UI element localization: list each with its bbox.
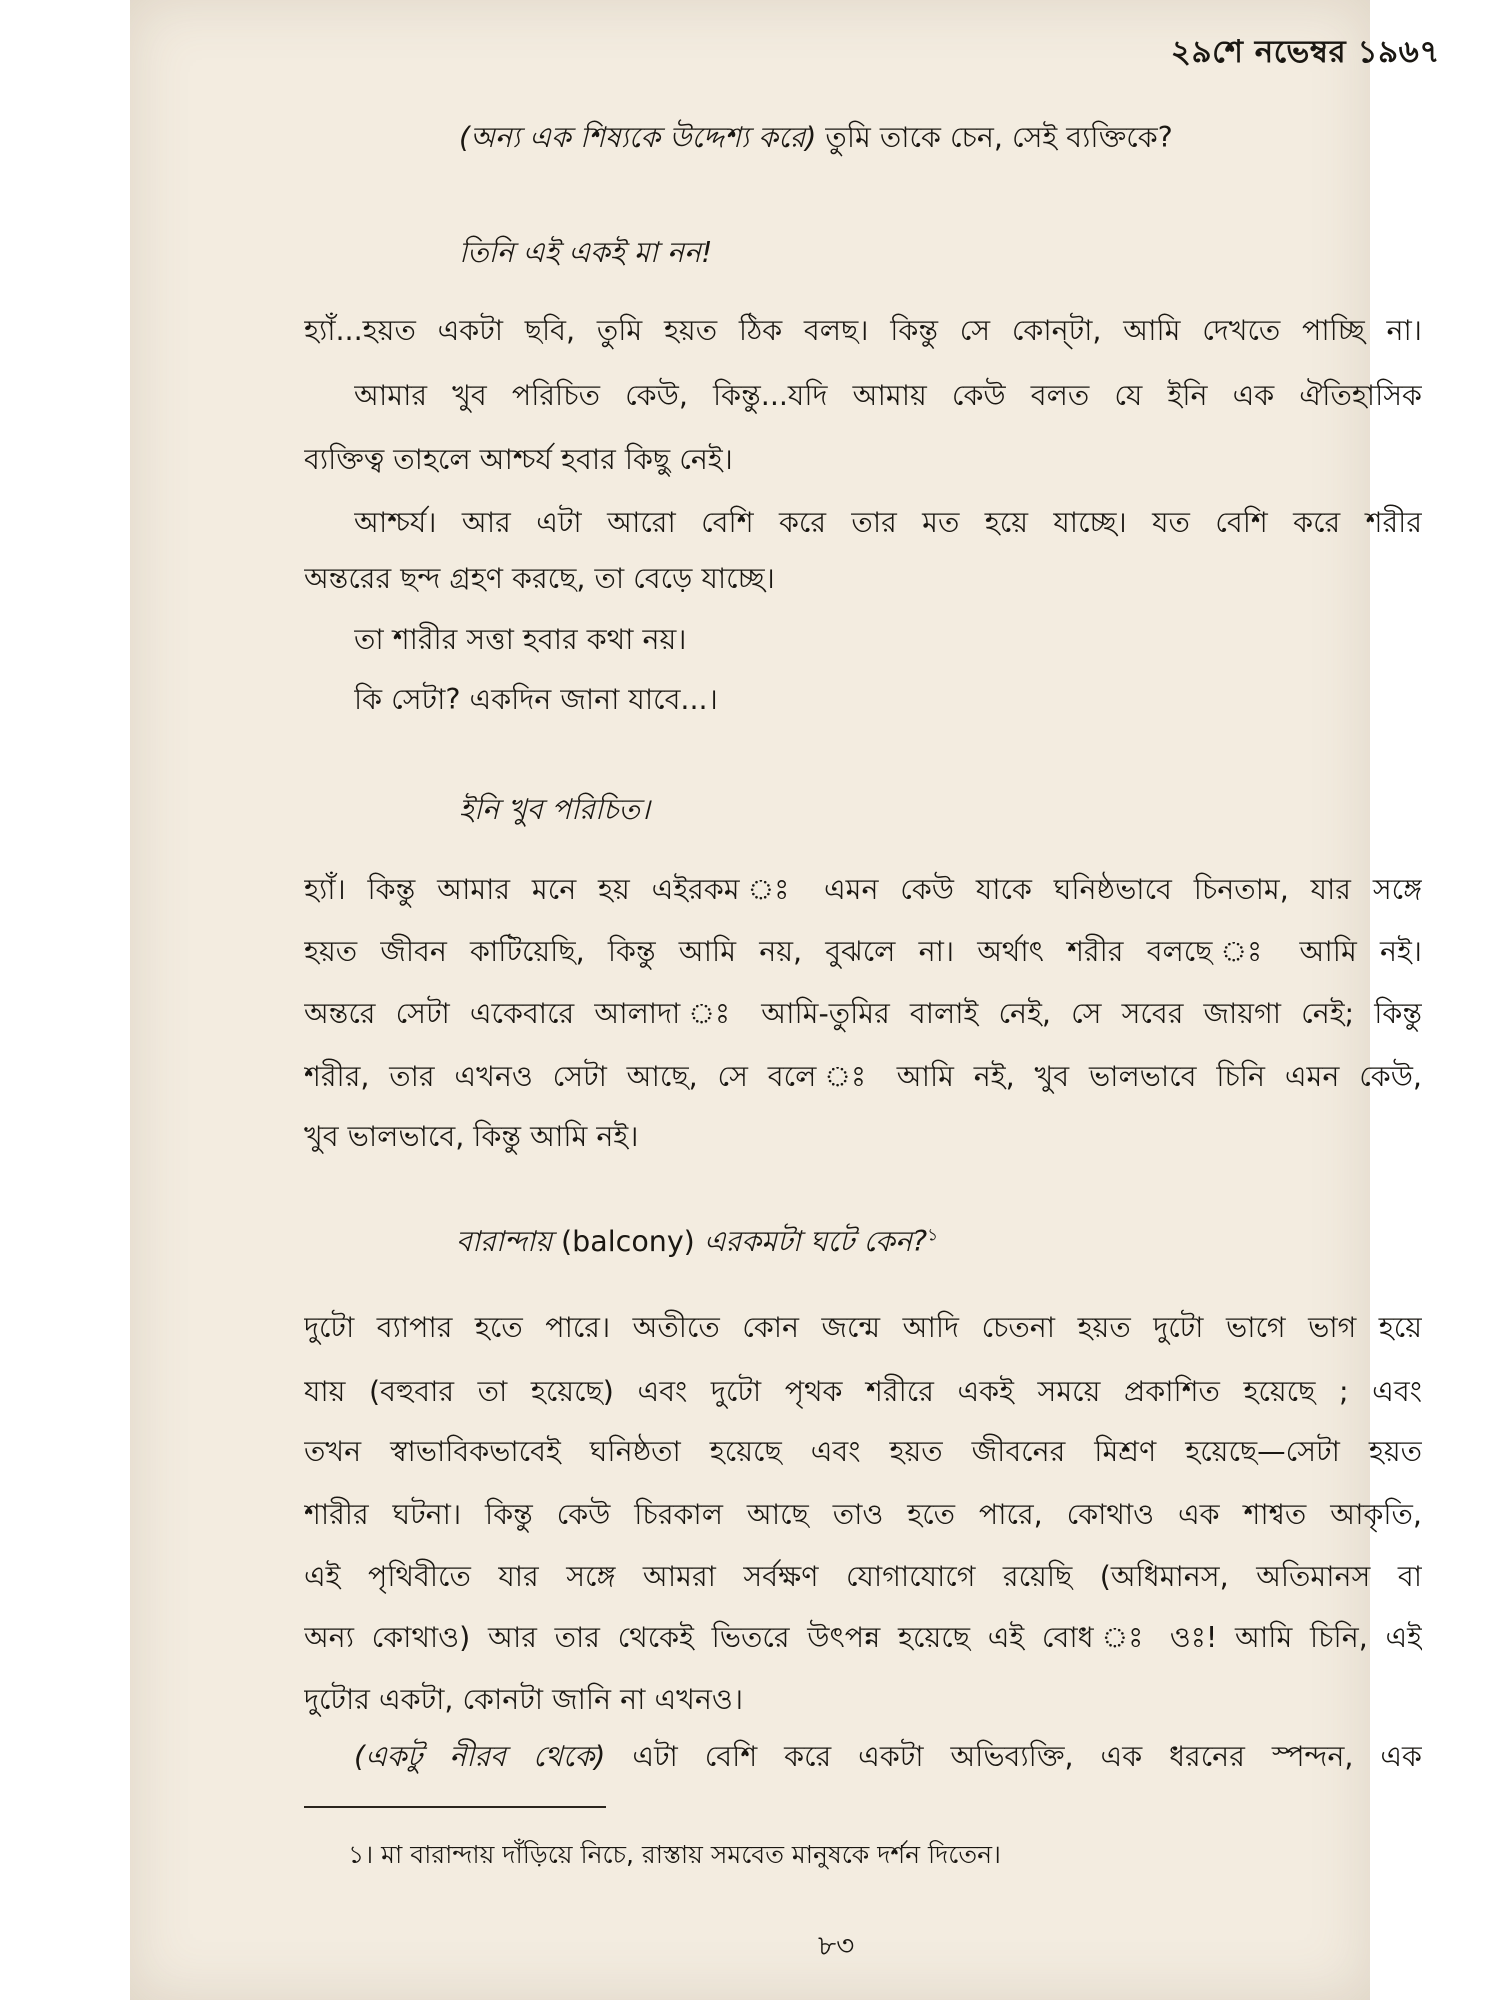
answer-1-line-2: আমার খুব পরিচিত কেউ, কিন্তু...যদি আমায় কেউ বলত যে ইনি এক ঐতিহাসিক xyxy=(354,379,1422,412)
stage-direction: (একটু নীরব থেকে) xyxy=(354,1740,606,1773)
answer-1-line-4: আশ্চর্য। আর এটা আরো বেশি করে তার মত হয়ে যাচ্ছে। যত বেশি করে শরীর xyxy=(354,506,1422,539)
answer-3-line-5: এই পৃথিবীতে যার সঙ্গে আমরা সর্বক্ষণ যোগাযোগে রয়েছি (অধিমানস, অতিমানস বা xyxy=(304,1560,1422,1593)
answer-1-line-1: হ্যাঁ...হয়ত একটা ছবি, তুমি হয়ত ঠিক বলছ। কিন্তু সে কোন্‌টা, আমি দেখতে পাচ্ছি না। xyxy=(304,314,1422,347)
question-line-1 xyxy=(459,118,1422,158)
footnote-rule xyxy=(304,1806,606,1808)
answer-3-line-3: তখন স্বাভাবিকভাবেই ঘনিষ্ঠতা হয়েছে এবং হয়ত জীবনের মিশ্রণ হয়েছে—সেটা হয়ত xyxy=(304,1435,1422,1468)
answer-3-line-6: অন্য কোথাও) আর তার থেকেই ভিতরে উৎপন্ন হয়েছে এই বোধ ঃ ওঃ! আমি চিনি, এই xyxy=(304,1621,1422,1654)
stage-direction: (অন্য এক শিষ্যকে উদ্দেশ্য করে) xyxy=(459,121,817,154)
answer-3-line-1: দুটো ব্যাপার হতে পারে। অতীতে কোন জন্মে আদি চেতনা হয়ত দুটো ভাগে ভাগ হয়ে xyxy=(304,1311,1422,1344)
answer-1-line-6: তা শারীর সত্তা হবার কথা নয়। xyxy=(354,623,687,656)
footnote-marker: ১ xyxy=(927,1225,939,1246)
question-part-a: বারান্দায় xyxy=(456,1225,552,1258)
book-page xyxy=(130,0,1440,2000)
answer-3-line-2: যায় (বহুবার তা হয়েছে) এবং দুটো পৃথক শরীরে একই সময়ে প্রকাশিত হয়েছে ; এবং xyxy=(304,1375,1422,1408)
question-line-2: তিনি এই একই মা নন! xyxy=(459,236,713,269)
answer-2-line-4: শরীর, তার এখনও সেটা আছে, সে বলে ঃ আমি নই, খুব ভালভাবে চিনি এমন কেউ, xyxy=(304,1060,1422,1093)
text-block xyxy=(304,0,1440,2000)
answer-3-line-8 xyxy=(354,1737,1422,1777)
answer-2-line-5: খুব ভালভাবে, কিন্তু আমি নই। xyxy=(304,1120,639,1153)
answer-2-line-1: হ্যাঁ। কিন্তু আমার মনে হয় এইরকম ঃ এমন কেউ যাকে ঘনিষ্ঠভাবে চিনতাম, যার সঙ্গে xyxy=(304,873,1422,906)
answer-1-line-3: ব্যক্তিত্ব তাহলে আশ্চর্য হবার কিছু নেই। xyxy=(304,443,733,476)
answer-text: এটা বেশি করে একটা অভিব্যক্তি, এক ধরনের স্পন্দন, এক xyxy=(605,1740,1422,1773)
question-line-4 xyxy=(456,1222,1422,1262)
answer-1-line-7: কি সেটা? একদিন জানা যাবে...। xyxy=(354,683,718,716)
answer-2-line-3: অন্তরে সেটা একেবারে আলাদা ঃ আমি-তুমির বালাই নেই, সে সবের জায়গা নেই; কিন্তু xyxy=(304,997,1422,1030)
answer-3-line-7: দুটোর একটা, কোনটা জানি না এখনও। xyxy=(304,1683,744,1716)
running-head: ২৯শে নভেম্বর ১৯৬৭ xyxy=(1170,34,1440,70)
footnote: ১। মা বারান্দায় দাঁড়িয়ে নিচে, রাস্তায় সমবেত মানুষকে দর্শন দিতেন। xyxy=(348,1840,1001,1869)
question-text: তুমি তাকে চেন, সেই ব্যক্তিকে? xyxy=(816,121,1173,154)
answer-3-line-4: শারীর ঘটনা। কিন্তু কেউ চিরকাল আছে তাও হতে পারে, কোথাও এক শাশ্বত আকৃতি, xyxy=(304,1498,1422,1531)
question-part-c: এরকমটা ঘটে কেন? xyxy=(703,1225,928,1258)
answer-1-line-5: অন্তরের ছন্দ গ্রহণ করছে, তা বেড়ে যাচ্ছে। xyxy=(304,562,775,595)
answer-2-line-2: হয়ত জীবন কাটিয়েছি, কিন্তু আমি নয়, বুঝলে না। অর্থাৎ শরীর বলছে ঃ আমি নই। xyxy=(304,935,1422,968)
page-number: ৮৩ xyxy=(818,1929,855,1962)
question-line-3: ইনি খুব পরিচিত। xyxy=(459,793,650,826)
question-part-b: (balcony) xyxy=(552,1225,704,1258)
